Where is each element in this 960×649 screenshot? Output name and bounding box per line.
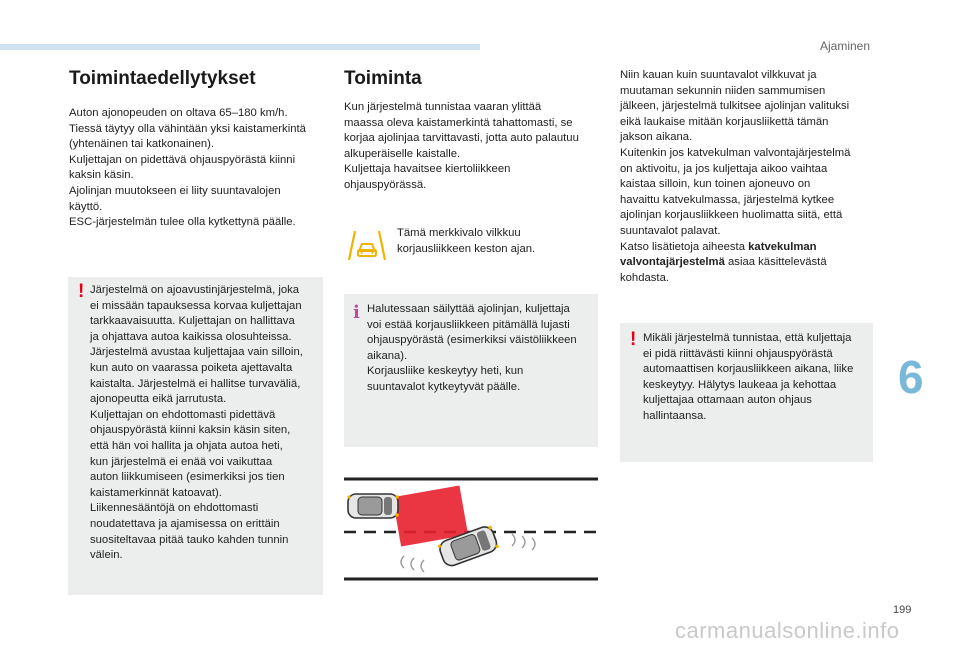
warning-line: kun järjestelmä ei enää voi vaikuttaa xyxy=(90,455,273,468)
heading-operation: Toiminta xyxy=(344,68,422,89)
heading-conditions: Toimintaedellytykset xyxy=(69,68,256,89)
text-line: jälkeen, järjestelmä tulkitsee ajolinjan valituksi xyxy=(620,100,850,113)
info-line: suuntavalot kytkeytyvät päälle. xyxy=(367,380,521,393)
warning-line: kaistalta. Järjestelmä ei hallitse turvaväliä, xyxy=(90,377,301,390)
warning-line: ei missään tapauksessa korvaa kuljettajan xyxy=(90,299,302,312)
conditions-text xyxy=(69,106,329,231)
warning-line: auton liikkumiseen (esimerkiksi jos tien xyxy=(90,471,285,484)
indicator-text xyxy=(397,226,597,257)
text-line: käyttö. xyxy=(69,200,103,213)
text-line: Kun järjestelmä tunnistaa vaaran ylittää xyxy=(344,101,542,113)
reference-line: valvontajärjestelmä asiaa käsittelevästä xyxy=(620,256,827,269)
text-line: kaksin käsin. xyxy=(69,169,134,182)
info-text xyxy=(367,302,595,396)
reference-line: kohdasta. xyxy=(620,271,669,284)
right-text xyxy=(620,68,880,286)
page-number: 199 xyxy=(893,604,912,616)
warning-box-right xyxy=(620,323,873,462)
reference-line: Katso lisätietoja aiheesta katvekulman xyxy=(620,240,817,253)
text-line: suuntavalot palavat. xyxy=(620,224,721,237)
warning-line: Järjestelmä avustaa kuljettajaa vain silloin, xyxy=(90,346,303,359)
text-line: Kuljettajan on pidettävä ohjauspyörästä kiinni xyxy=(69,153,296,166)
warning-line: hallintaansa. xyxy=(643,409,707,422)
text-line: muutaman sekunnin niiden sammumisen xyxy=(620,84,826,97)
text-line: Kuljettaja havaitsee kiertoliikkeen xyxy=(344,163,511,176)
warning-line: ajonopeutta eikä jarrutusta. xyxy=(90,393,227,406)
text-line: Kuitenkin jos katvekulman valvontajärjestelmä xyxy=(620,146,851,159)
lane-assist-illustration xyxy=(344,476,598,582)
warning-text-right xyxy=(643,331,871,425)
info-line: aikana). xyxy=(367,349,408,362)
warning-line: että hän voi hallita ja ohjata autoa heti, xyxy=(90,439,283,452)
text-line: kaistaa silloin, kun toinen ajoneuvo on xyxy=(620,178,811,191)
text-line: on aktivoitu, ja jos kuljettaja aikoo vaihtaa xyxy=(620,162,828,175)
text-line: Tiessä täytyy olla vähintään yksi kaistamerkintä xyxy=(69,122,306,135)
warning-line: ohjauspyörästä kiinni kaksin käsin siten, xyxy=(90,424,291,437)
warning-line: automaattisen korjausliikkeen aikana, liike xyxy=(643,363,854,376)
text-line: (yhtenäinen tai katkonainen). xyxy=(69,138,215,151)
warning-line: Mikäli järjestelmä tunnistaa, että kuljettaja xyxy=(643,332,852,344)
text-line: korjaa ajolinjaa tarvittavasti, jotta auto palautuu xyxy=(344,132,579,145)
warning-line: kun auto on vaarassa poiketa ajettavalta xyxy=(90,361,293,374)
reference-bold: katvekulman xyxy=(748,240,817,253)
indicator-line: korjausliikkeen keston ajan. xyxy=(397,242,536,255)
warning-line: noudatettava ja ajamisessa on erittäin xyxy=(90,517,280,530)
info-icon: i xyxy=(353,302,360,323)
reference-bold: valvontajärjestelmä xyxy=(620,256,725,269)
text-line: ajolinjan korjausliikkeen huolimatta siitä, että xyxy=(620,209,843,222)
text-line: maassa oleva kaistamerkintä tahattomasti, se xyxy=(344,116,573,129)
info-line: Halutessaan säilyttää ajolinjan, kuljettaja xyxy=(367,303,570,315)
chapter-tab-number: 6 xyxy=(898,351,924,403)
text-line: ESC-järjestelmän tulee olla kytkettynä päälle. xyxy=(69,216,296,229)
info-line: ohjauspyörästä (esimerkiksi väistöliikkeen xyxy=(367,334,577,347)
warning-line: Kuljettajan on ehdottomasti pidettävä xyxy=(90,408,276,421)
warning-icon: ! xyxy=(78,281,85,302)
warning-line: ei pidä riittävästi kiinni ohjauspyörästä xyxy=(643,347,833,360)
watermark: carmanualsonline.info xyxy=(675,618,900,643)
lane-keep-indicator-icon xyxy=(347,227,387,263)
text-line: havaittu katvekulmassa, järjestelmä kytkee xyxy=(620,193,835,206)
text-line: Auton ajonopeuden on oltava 65–180 km/h. xyxy=(69,107,288,119)
warning-line: tarkkaavaisuutta. Kuljettajan on hallittava xyxy=(90,315,295,328)
info-box xyxy=(344,294,598,447)
header-accent-bar xyxy=(0,44,480,50)
warning-line: kaistamerkinnät katoavat). xyxy=(90,486,222,499)
warning-line: Järjestelmä on ajoavustinjärjestelmä, joka xyxy=(90,284,300,296)
indicator-line: Tämä merkkivalo vilkkuu xyxy=(397,227,521,239)
info-line: Korjausliike keskeytyy heti, kun xyxy=(367,365,524,378)
warning-line: suositeltavaa pitää tauko kahden tunnin xyxy=(90,533,289,546)
text-line: eikä laukaise mitään korjausliikettä tämän xyxy=(620,115,829,128)
text-line: ohjauspyörässä. xyxy=(344,178,427,191)
text-line: Niin kauan kuin suuntavalot vilkkuvat ja xyxy=(620,69,817,81)
warning-line: kuljettajaa ottamaan auton ohjaus xyxy=(643,394,812,407)
info-line: voi estää korjausliikkeen pitämällä lujasti xyxy=(367,318,570,331)
text-line: alkuperäiselle kaistalle. xyxy=(344,147,461,160)
text-line: jakson aikana. xyxy=(620,131,693,144)
section-title: Ajaminen xyxy=(820,39,871,53)
warning-line: Liikennesääntöjä on ehdottomasti xyxy=(90,502,259,515)
warning-box-left xyxy=(68,277,323,595)
warning-line: välein. xyxy=(90,549,123,562)
text-line: Ajolinjan muutokseen ei liity suuntavalojen xyxy=(69,184,281,197)
warning-text-left xyxy=(90,283,322,564)
warning-line: ja ohjattava autoa kaikissa olosuhteissa. xyxy=(90,330,292,343)
warning-line: keskeytyy. Hälytys laukeaa ja kehottaa xyxy=(643,378,837,391)
operation-text xyxy=(344,100,604,194)
warning-icon: ! xyxy=(630,329,637,350)
